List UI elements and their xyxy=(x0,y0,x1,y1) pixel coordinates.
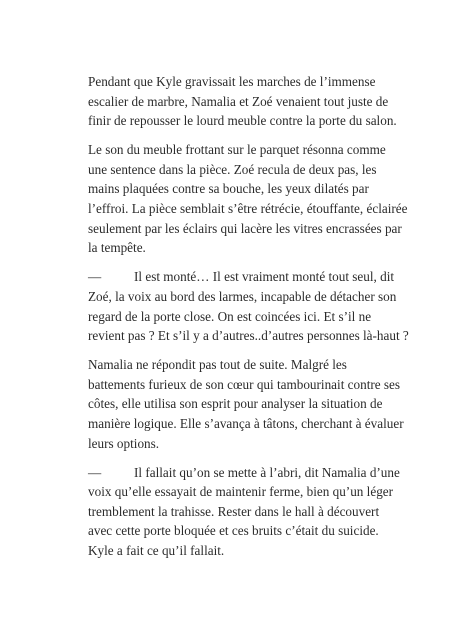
narrative-paragraph xyxy=(88,355,404,453)
dialogue-paragraph xyxy=(88,267,409,345)
text-line: l’effroi. La pièce semblait s’être rétrécie, étouffante, éclairée xyxy=(88,201,408,217)
text-line: manière logique. Elle s’avança à tâtons, cherchant à évaluer xyxy=(88,416,404,431)
text-line: seulement par les éclairs qui lacère les vitres encrassées par xyxy=(88,220,402,236)
dialogue-paragraph xyxy=(88,463,400,561)
narrative-paragraph xyxy=(88,140,408,258)
text-line: finir de repousser le lourd meuble contre la porte du salon. xyxy=(88,113,397,129)
text-line: la tempête. xyxy=(88,240,146,256)
dialogue-text: Il fallait qu’on se mette à l’abri, dit Namalia d’une xyxy=(134,464,400,480)
text-line: voix qu’elle essayait de maintenir ferme, bien qu’un léger xyxy=(88,484,394,500)
body-text xyxy=(88,72,409,570)
text-line xyxy=(88,267,395,287)
text-line: Le son du meuble frottant sur le parquet résonna comme xyxy=(88,142,386,158)
text-line: Namalia ne répondit pas tout de suite. Malgré les xyxy=(88,357,347,373)
text-line: côtes, elle utilisa son esprit pour analyser la situation de xyxy=(88,396,383,412)
text-line: battements furieux de son cœur qui tambourinait contre ses xyxy=(88,376,401,392)
dialogue-dash: — xyxy=(88,269,102,285)
text-line: une sentence dans la pièce. Zoé recula de deux pas, les xyxy=(88,161,377,177)
text-line: mains plaquées contre sa bouche, les yeux dilatés par xyxy=(88,181,369,197)
narrative-paragraph xyxy=(88,72,397,131)
text-line: regard de la porte close. On est coincées ici. Et s’il ne xyxy=(88,308,372,324)
text-line: Kyle a fait ce qu’il fallait. xyxy=(88,543,225,559)
text-line: Pendant que Kyle gravissait les marches de l’immense xyxy=(88,74,376,89)
text-line: leurs options. xyxy=(88,435,160,451)
text-line: tremblement la trahisse. Rester dans le hall à découvert xyxy=(88,503,380,519)
dialogue-dash: — xyxy=(88,464,102,480)
text-line xyxy=(88,463,400,483)
text-line: Zoé, la voix au bord des larmes, incapable de détacher son xyxy=(88,288,397,304)
text-line: revient pas ? Et s’il y a d’autres..d’autres personnes là-haut ? xyxy=(88,328,409,344)
dialogue-text: Il est monté… Il est vraiment monté tout seul, dit xyxy=(134,269,395,285)
text-line: escalier de marbre, Namalia et Zoé venaient tout juste de xyxy=(88,93,389,109)
text-line: avec cette porte bloquée et ces bruits c’était du suicide. xyxy=(88,523,379,539)
